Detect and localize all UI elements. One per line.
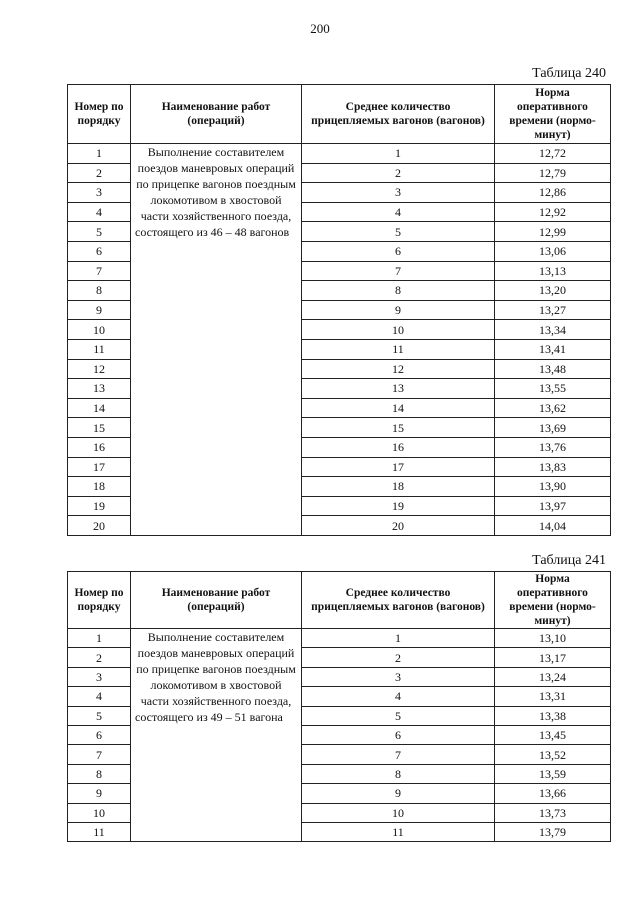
norm-value-cell: 13,97 — [495, 496, 611, 516]
row-number-cell: 1 — [68, 144, 131, 164]
wagon-count-cell: 19 — [302, 496, 495, 516]
wagon-count-cell: 17 — [302, 457, 495, 477]
page-number: 200 — [310, 21, 330, 36]
wagon-count-cell: 3 — [302, 183, 495, 203]
header-wagons: Среднее количество прицепляемых вагонов (вагонов) — [302, 572, 495, 629]
norm-value-cell: 13,17 — [495, 648, 611, 667]
norm-value-cell: 13,13 — [495, 261, 611, 281]
wagon-count-cell: 6 — [302, 725, 495, 744]
row-number-cell: 5 — [68, 706, 131, 725]
table-header-row — [68, 572, 611, 629]
row-number-cell: 15 — [68, 418, 131, 438]
wagon-count-cell: 4 — [302, 202, 495, 222]
wagon-count-cell: 10 — [302, 803, 495, 822]
row-number-cell: 18 — [68, 477, 131, 497]
norm-value-cell: 13,90 — [495, 477, 611, 497]
norm-value-cell: 12,72 — [495, 144, 611, 164]
row-number-cell: 4 — [68, 687, 131, 706]
norms-table-241 — [67, 571, 611, 842]
operation-description-cell: Выполнение составителем поездов маневровых операций по прицепке вагонов поездным локомотивом в хвостовой части хозяйственного поезда, состоящего из 46 – 48 вагонов — [131, 144, 302, 536]
header-num: Номер по порядку — [68, 572, 131, 629]
header-num: Номер по порядку — [68, 85, 131, 144]
header-norm: Норма оперативного времени (нормо-минут) — [495, 572, 611, 629]
norm-value-cell: 13,48 — [495, 359, 611, 379]
wagon-count-cell: 14 — [302, 398, 495, 418]
wagon-count-cell: 9 — [302, 784, 495, 803]
norm-value-cell: 13,59 — [495, 764, 611, 783]
norm-value-cell: 13,45 — [495, 725, 611, 744]
row-number-cell: 10 — [68, 320, 131, 340]
row-number-cell: 1 — [68, 629, 131, 648]
norm-value-cell: 13,41 — [495, 339, 611, 359]
norm-value-cell: 12,99 — [495, 222, 611, 242]
norm-value-cell: 13,69 — [495, 418, 611, 438]
norm-value-cell: 14,04 — [495, 516, 611, 536]
norm-value-cell: 13,76 — [495, 437, 611, 457]
row-number-cell: 2 — [68, 163, 131, 183]
norm-value-cell: 13,66 — [495, 784, 611, 803]
wagon-count-cell: 5 — [302, 706, 495, 725]
table-row — [68, 144, 611, 164]
wagon-count-cell: 7 — [302, 745, 495, 764]
row-number-cell: 14 — [68, 398, 131, 418]
row-number-cell: 9 — [68, 784, 131, 803]
header-wagons: Среднее количество прицепляемых вагонов (вагонов) — [302, 85, 495, 144]
row-number-cell: 16 — [68, 437, 131, 457]
header-name: Наименование работ (операций) — [131, 572, 302, 629]
table-header-row — [68, 85, 611, 144]
wagon-count-cell: 16 — [302, 437, 495, 457]
table-row — [68, 629, 611, 648]
row-number-cell: 11 — [68, 822, 131, 841]
row-number-cell: 3 — [68, 667, 131, 686]
row-number-cell: 2 — [68, 648, 131, 667]
wagon-count-cell: 12 — [302, 359, 495, 379]
wagon-count-cell: 11 — [302, 822, 495, 841]
row-number-cell: 4 — [68, 202, 131, 222]
wagon-count-cell: 1 — [302, 144, 495, 164]
norm-value-cell: 13,79 — [495, 822, 611, 841]
wagon-count-cell: 2 — [302, 163, 495, 183]
row-number-cell: 7 — [68, 745, 131, 764]
row-number-cell: 10 — [68, 803, 131, 822]
norm-value-cell: 13,52 — [495, 745, 611, 764]
wagon-count-cell: 8 — [302, 764, 495, 783]
wagon-count-cell: 20 — [302, 516, 495, 536]
norm-value-cell: 13,62 — [495, 398, 611, 418]
norm-value-cell: 12,79 — [495, 163, 611, 183]
norm-value-cell: 13,83 — [495, 457, 611, 477]
norm-value-cell: 13,24 — [495, 667, 611, 686]
norm-value-cell: 12,92 — [495, 202, 611, 222]
norm-value-cell: 13,20 — [495, 281, 611, 301]
row-number-cell: 11 — [68, 339, 131, 359]
operation-description-cell: Выполнение составителем поездов маневровых операций по прицепке вагонов поездным локомотивом в хвостовой части хозяйственного поезда, состоящего из 49 – 51 вагона — [131, 629, 302, 842]
table-caption-241: Таблица 241 — [532, 553, 606, 568]
row-number-cell: 6 — [68, 725, 131, 744]
wagon-count-cell: 15 — [302, 418, 495, 438]
wagon-count-cell: 9 — [302, 300, 495, 320]
norm-value-cell: 13,55 — [495, 379, 611, 399]
header-norm: Норма оперативного времени (нормо-минут) — [495, 85, 611, 144]
norm-value-cell: 13,31 — [495, 687, 611, 706]
wagon-count-cell: 4 — [302, 687, 495, 706]
norm-value-cell: 13,10 — [495, 629, 611, 648]
norm-value-cell: 13,34 — [495, 320, 611, 340]
row-number-cell: 8 — [68, 764, 131, 783]
row-number-cell: 3 — [68, 183, 131, 203]
row-number-cell: 12 — [68, 359, 131, 379]
header-name: Наименование работ (операций) — [131, 85, 302, 144]
table-caption-240: Таблица 240 — [532, 66, 606, 81]
wagon-count-cell: 7 — [302, 261, 495, 281]
wagon-count-cell: 13 — [302, 379, 495, 399]
wagon-count-cell: 18 — [302, 477, 495, 497]
wagon-count-cell: 5 — [302, 222, 495, 242]
row-number-cell: 13 — [68, 379, 131, 399]
row-number-cell: 19 — [68, 496, 131, 516]
wagon-count-cell: 6 — [302, 241, 495, 261]
norm-value-cell: 13,73 — [495, 803, 611, 822]
row-number-cell: 20 — [68, 516, 131, 536]
norm-value-cell: 13,27 — [495, 300, 611, 320]
norm-value-cell: 13,06 — [495, 241, 611, 261]
norm-value-cell: 13,38 — [495, 706, 611, 725]
wagon-count-cell: 2 — [302, 648, 495, 667]
row-number-cell: 8 — [68, 281, 131, 301]
norms-table-240 — [67, 84, 611, 536]
norm-value-cell: 12,86 — [495, 183, 611, 203]
row-number-cell: 6 — [68, 241, 131, 261]
wagon-count-cell: 8 — [302, 281, 495, 301]
row-number-cell: 17 — [68, 457, 131, 477]
wagon-count-cell: 11 — [302, 339, 495, 359]
row-number-cell: 9 — [68, 300, 131, 320]
row-number-cell: 5 — [68, 222, 131, 242]
wagon-count-cell: 1 — [302, 629, 495, 648]
wagon-count-cell: 3 — [302, 667, 495, 686]
wagon-count-cell: 10 — [302, 320, 495, 340]
row-number-cell: 7 — [68, 261, 131, 281]
